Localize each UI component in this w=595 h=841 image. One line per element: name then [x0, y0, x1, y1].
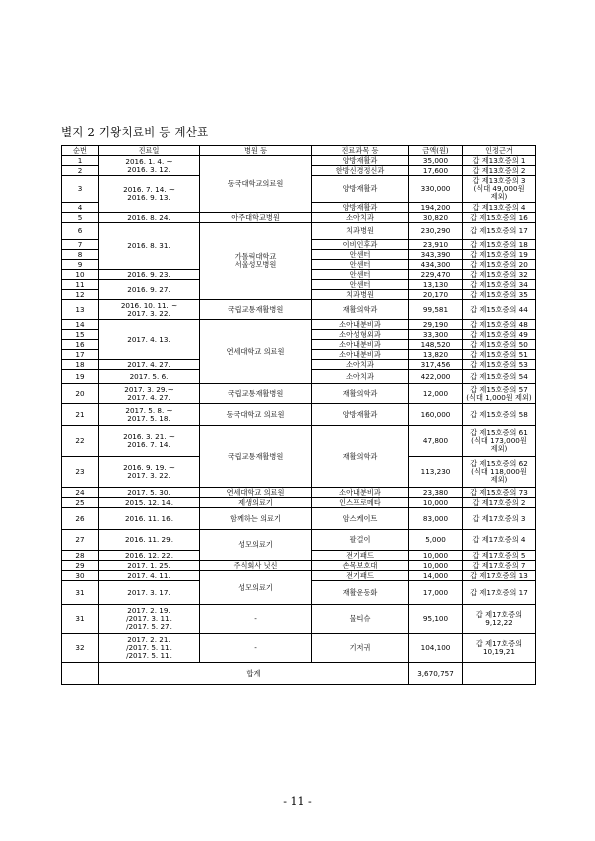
table-row [62, 488, 536, 498]
cell-amount: 194,200 [409, 203, 463, 213]
cell-hospital: 성모의료기 [200, 571, 312, 605]
table-row [62, 571, 536, 581]
cell-hospital: 아주대학교병원 [200, 213, 312, 223]
cell-basis: 갑 제17호증의 7 [463, 561, 536, 571]
cell-dept: 재활의학과 [312, 426, 409, 488]
cell-no: 15 [62, 330, 99, 340]
cell-no: 14 [62, 320, 99, 330]
table-row [62, 498, 536, 508]
cell-dept: 소아치과 [312, 360, 409, 370]
cell-dept: 소아치과 [312, 213, 409, 223]
cell-basis: 갑 제15호증의 61 (식대 173,000원 제외) [463, 426, 536, 457]
cell-amount: 5,000 [409, 530, 463, 551]
cell-no: 18 [62, 360, 99, 370]
cell-basis: 갑 제17호증의 4 [463, 530, 536, 551]
cell-dept: 소아내분비과 [312, 320, 409, 330]
table-row [62, 530, 536, 551]
cell-dept: 손목보호대 [312, 561, 409, 571]
cell-hospital: 국립교통재활병원 [200, 384, 312, 404]
cell-dept: 양방재활과 [312, 156, 409, 166]
cell-date: 2016. 8. 24. [99, 213, 200, 223]
cell-amount: 20,170 [409, 290, 463, 300]
cell-no: 11 [62, 280, 99, 290]
cell-hospital: 함께하는 의료기 [200, 508, 312, 530]
cell-basis: 갑 제13호증의 1 [463, 156, 536, 166]
cell-hospital: 주식회사 닛신 [200, 561, 312, 571]
cell-amount: 23,910 [409, 240, 463, 250]
total-blank [62, 663, 99, 685]
page-number: - 11 - [283, 795, 312, 808]
cell-dept: 소아치과 [312, 370, 409, 384]
cell-dept: 재활의학과 [312, 384, 409, 404]
cell-hospital: 성모의료기 [200, 530, 312, 561]
cell-no: 26 [62, 508, 99, 530]
cell-basis: 갑 제13호증의 4 [463, 203, 536, 213]
cell-no: 30 [62, 571, 99, 581]
cell-no: 1 [62, 156, 99, 166]
cell-no: 9 [62, 260, 99, 270]
cell-dept: 소아내분비과 [312, 488, 409, 498]
header-no: 순번 [62, 146, 99, 156]
cell-dept: 소아내분비과 [312, 340, 409, 350]
cell-date: 2017. 2. 19. /2017. 3. 11. /2017. 5. 27. [99, 605, 200, 634]
cell-basis: 갑 제15호증의 20 [463, 260, 536, 270]
header-hospital: 병원 등 [200, 146, 312, 156]
cell-amount: 83,000 [409, 508, 463, 530]
cell-amount: 33,300 [409, 330, 463, 340]
cell-basis: 갑 제15호증의 18 [463, 240, 536, 250]
cell-hospital: 가톨릭대학교 서울성모병원 [200, 223, 312, 300]
cell-no: 10 [62, 270, 99, 280]
cell-dept: 재활운동화 [312, 581, 409, 605]
cell-dept: 이비인후과 [312, 240, 409, 250]
cell-dept: 인스프로메타 [312, 498, 409, 508]
cell-amount: 13,130 [409, 280, 463, 290]
cell-hospital: 국립교통재활병원 [200, 426, 312, 488]
cell-no: 16 [62, 340, 99, 350]
cell-basis: 갑 제15호증의 17 [463, 223, 536, 240]
cell-dept: 소아성형외과 [312, 330, 409, 340]
cell-dept: 한방신경정신과 [312, 166, 409, 176]
cell-hospital: - [200, 634, 312, 663]
medical-expense-table [61, 145, 536, 685]
cell-dept: 양방재활과 [312, 176, 409, 203]
cell-date: 2017. 5. 30. [99, 488, 200, 498]
cell-amount: 113,230 [409, 457, 463, 488]
cell-hospital: 연세대학교 의료원 [200, 320, 312, 384]
cell-date: 2016. 12. 22. [99, 551, 200, 561]
cell-hospital: - [200, 605, 312, 634]
cell-basis: 갑 제15호증의 58 [463, 404, 536, 426]
cell-date: 2017. 2. 21. /2017. 5. 11. /2017. 5. 11. [99, 634, 200, 663]
cell-amount: 23,380 [409, 488, 463, 498]
table-row [62, 223, 536, 240]
cell-basis: 갑 제15호증의 44 [463, 300, 536, 320]
cell-dept: 암스케이트 [312, 508, 409, 530]
cell-amount: 35,000 [409, 156, 463, 166]
cell-basis: 갑 제15호증의 51 [463, 350, 536, 360]
cell-no: 32 [62, 634, 99, 663]
cell-no: 22 [62, 426, 99, 457]
cell-date: 2016. 9. 19. ~ 2017. 3. 22. [99, 457, 200, 488]
cell-date: 2016. 11. 29. [99, 530, 200, 551]
cell-hospital: 국립교통재활병원 [200, 300, 312, 320]
table-row [62, 508, 536, 530]
cell-basis: 갑 제15호증의 35 [463, 290, 536, 300]
cell-date: 2016. 3. 21. ~ 2016. 7. 14. [99, 426, 200, 457]
cell-basis: 갑 제17호증의 9,12,22 [463, 605, 536, 634]
cell-dept: 안센터 [312, 260, 409, 270]
cell-amount: 17,000 [409, 581, 463, 605]
cell-hospital: 동국대학교의료원 [200, 156, 312, 213]
cell-dept: 소아내분비과 [312, 350, 409, 360]
cell-date: 2016. 7. 14. ~ 2016. 9. 13. [99, 176, 200, 213]
cell-dept: 안센터 [312, 250, 409, 260]
cell-date: 2016. 10. 11. ~ 2017. 3. 22. [99, 300, 200, 320]
cell-basis: 갑 제15호증의 53 [463, 360, 536, 370]
cell-amount: 10,000 [409, 561, 463, 571]
cell-no: 13 [62, 300, 99, 320]
cell-basis: 갑 제15호증의 48 [463, 320, 536, 330]
cell-no: 5 [62, 213, 99, 223]
cell-basis: 갑 제15호증의 50 [463, 340, 536, 350]
table-row [62, 426, 536, 457]
cell-basis: 갑 제13호증의 2 [463, 166, 536, 176]
table-row [62, 605, 536, 634]
cell-amount: 230,290 [409, 223, 463, 240]
cell-hospital: 제생의료기 [200, 498, 312, 508]
document-title: 별지 2 기왕치료비 등 계산표 [61, 125, 209, 139]
cell-no: 6 [62, 223, 99, 240]
table-row [62, 213, 536, 223]
cell-no: 12 [62, 290, 99, 300]
cell-amount: 148,520 [409, 340, 463, 350]
cell-basis: 갑 제15호증의 49 [463, 330, 536, 340]
cell-amount: 29,190 [409, 320, 463, 330]
cell-date: 2017. 5. 6. [99, 370, 200, 384]
cell-date: 2017. 1. 25. [99, 561, 200, 571]
cell-no: 31 [62, 581, 99, 605]
cell-no: 31 [62, 605, 99, 634]
cell-no: 8 [62, 250, 99, 260]
cell-basis: 갑 제17호증의 17 [463, 581, 536, 605]
cell-no: 19 [62, 370, 99, 384]
cell-no: 27 [62, 530, 99, 551]
cell-amount: 17,600 [409, 166, 463, 176]
table-row [62, 320, 536, 330]
cell-basis: 갑 제15호증의 57 (식대 1,000원 제외) [463, 384, 536, 404]
cell-dept: 팔걸이 [312, 530, 409, 551]
cell-hospital: 연세대학교 의료원 [200, 488, 312, 498]
header-date: 진료일 [99, 146, 200, 156]
cell-amount: 99,581 [409, 300, 463, 320]
cell-amount: 95,100 [409, 605, 463, 634]
cell-no: 20 [62, 384, 99, 404]
table-row [62, 561, 536, 571]
table-row [62, 404, 536, 426]
total-basis-blank [463, 663, 536, 685]
cell-amount: 10,000 [409, 498, 463, 508]
cell-no: 2 [62, 166, 99, 176]
cell-amount: 10,000 [409, 551, 463, 561]
cell-basis: 갑 제17호증의 5 [463, 551, 536, 561]
cell-amount: 104,100 [409, 634, 463, 663]
cell-basis: 갑 제17호증의 2 [463, 498, 536, 508]
cell-dept: 치과병원 [312, 223, 409, 240]
cell-amount: 12,000 [409, 384, 463, 404]
cell-basis: 갑 제15호증의 73 [463, 488, 536, 498]
cell-hospital: 동국대학교 의료원 [200, 404, 312, 426]
cell-no: 17 [62, 350, 99, 360]
cell-dept: 전기패드 [312, 551, 409, 561]
cell-date: 2016. 8. 31. [99, 223, 200, 270]
cell-no: 4 [62, 203, 99, 213]
cell-amount: 422,000 [409, 370, 463, 384]
table-header-row [62, 146, 536, 156]
cell-basis: 갑 제15호증의 16 [463, 213, 536, 223]
cell-dept: 기저귀 [312, 634, 409, 663]
cell-amount: 229,470 [409, 270, 463, 280]
header-dept: 진료과목 등 [312, 146, 409, 156]
table-row [62, 156, 536, 166]
cell-amount: 330,000 [409, 176, 463, 203]
cell-amount: 47,800 [409, 426, 463, 457]
cell-date: 2016. 9. 27. [99, 280, 200, 300]
total-amount: 3,670,757 [409, 663, 463, 685]
total-row [62, 663, 536, 685]
total-label: 합계 [99, 663, 409, 685]
cell-amount: 434,300 [409, 260, 463, 270]
cell-date: 2016. 9. 23. [99, 270, 200, 280]
cell-date: 2017. 4. 13. [99, 320, 200, 360]
table-row [62, 634, 536, 663]
cell-amount: 317,456 [409, 360, 463, 370]
cell-basis: 갑 제13호증의 3 (식대 49,000원 제외) [463, 176, 536, 203]
header-amount: 금액(원) [409, 146, 463, 156]
cell-basis: 갑 제17호증의 13 [463, 571, 536, 581]
cell-dept: 전기패드 [312, 571, 409, 581]
cell-dept: 안센터 [312, 280, 409, 290]
cell-dept: 양방재활과 [312, 203, 409, 213]
cell-basis: 갑 제17호증의 3 [463, 508, 536, 530]
cell-dept: 물티슈 [312, 605, 409, 634]
cell-no: 7 [62, 240, 99, 250]
cell-amount: 343,390 [409, 250, 463, 260]
cell-no: 25 [62, 498, 99, 508]
cell-basis: 갑 제15호증의 62 (식대 118,000원 제외) [463, 457, 536, 488]
cell-dept: 치과병원 [312, 290, 409, 300]
cell-dept: 재활의학과 [312, 300, 409, 320]
cell-no: 23 [62, 457, 99, 488]
cell-no: 3 [62, 176, 99, 203]
cell-date: 2016. 11. 16. [99, 508, 200, 530]
cell-date: 2016. 1. 4. ~ 2016. 3. 12. [99, 156, 200, 176]
cell-amount: 30,820 [409, 213, 463, 223]
cell-dept: 안센터 [312, 270, 409, 280]
cell-no: 21 [62, 404, 99, 426]
cell-basis: 갑 제17호증의 10,19,21 [463, 634, 536, 663]
table-row [62, 300, 536, 320]
cell-no: 24 [62, 488, 99, 498]
cell-date: 2015. 12. 14. [99, 498, 200, 508]
cell-date: 2017. 3. 17. [99, 581, 200, 605]
cell-basis: 갑 제15호증의 34 [463, 280, 536, 290]
cell-basis: 갑 제15호증의 32 [463, 270, 536, 280]
cell-amount: 160,000 [409, 404, 463, 426]
cell-no: 29 [62, 561, 99, 571]
cell-dept: 양방재활과 [312, 404, 409, 426]
cell-amount: 14,000 [409, 571, 463, 581]
header-basis: 인정근거 [463, 146, 536, 156]
cell-basis: 갑 제15호증의 19 [463, 250, 536, 260]
table-row [62, 384, 536, 404]
cell-basis: 갑 제15호증의 54 [463, 370, 536, 384]
cell-amount: 13,820 [409, 350, 463, 360]
cell-date: 2017. 5. 8. ~ 2017. 5. 18. [99, 404, 200, 426]
cell-date: 2017. 4. 11. [99, 571, 200, 581]
cell-no: 28 [62, 551, 99, 561]
cell-date: 2017. 3. 29.~ 2017. 4. 27. [99, 384, 200, 404]
cell-date: 2017. 4. 27. [99, 360, 200, 370]
